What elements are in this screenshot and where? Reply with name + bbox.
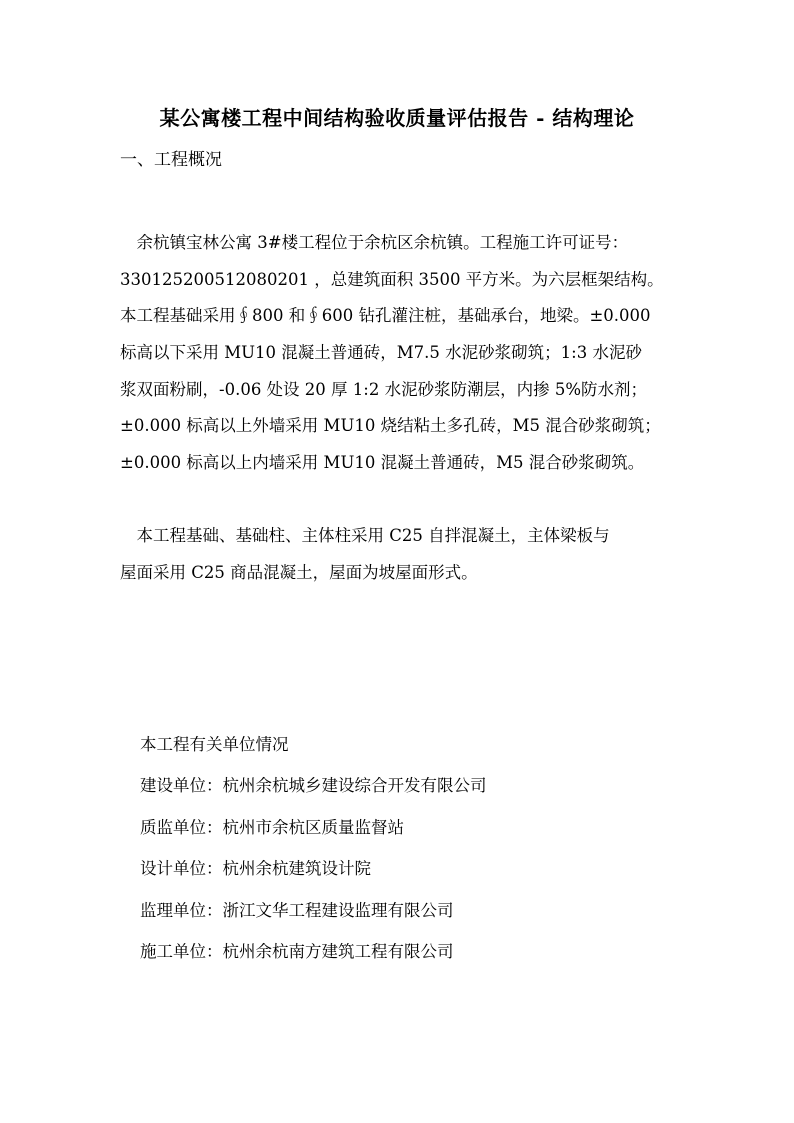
- units-heading: 本工程有关单位情况: [140, 735, 289, 754]
- paragraph-line: 330125200512080201 ，总建筑面积 3500 平方米。为六层框架结构。: [120, 269, 664, 289]
- paragraph-line: 本工程基础采用∮800 和∮600 钻孔灌注桩，基础承台，地梁。±0.000: [120, 306, 651, 326]
- unit-item-design: 设计单位：杭州余杭建筑设计院: [140, 859, 371, 879]
- paragraph-line: 本工程基础、基础柱、主体柱采用 C25 自拌混凝土，主体梁板与: [120, 526, 610, 545]
- unit-item-contractor: 施工单位：杭州余杭南方建筑工程有限公司: [140, 941, 454, 961]
- paragraph-line: ±0.000 标高以上内墙采用 MU10 混凝土普通砖，M5 混合砂浆砌筑。: [120, 453, 645, 473]
- concrete-paragraph: [120, 518, 680, 591]
- document-title: 某公寓楼工程中间结构验收质量评估报告 - 结构理论: [159, 106, 635, 130]
- overview-paragraph: [120, 225, 680, 482]
- paragraph-line: 屋面采用 C25 商品混凝土，屋面为坡屋面形式。: [120, 562, 478, 582]
- unit-item-supervision: 监理单位：浙江文华工程建设监理有限公司: [140, 900, 454, 920]
- paragraph-line: 余杭镇宝林公寓 3#楼工程位于余杭区余杭镇。工程施工许可证号：: [120, 233, 629, 252]
- paragraph-line: 浆双面粉刷，-0.06 处设 20 厚 1:2 水泥砂浆防潮层，内掺 5%防水剂；: [120, 379, 648, 399]
- section-heading-overview: 一、工程概况: [120, 150, 222, 170]
- paragraph-line: ±0.000 标高以上外墙采用 MU10 烧结粘土多孔砖，M5 混合砂浆砌筑；: [120, 416, 661, 436]
- unit-item-construction: 建设单位：杭州余杭城乡建设综合开发有限公司: [140, 776, 487, 796]
- units-list: [140, 724, 487, 972]
- unit-item-quality-supervision: 质监单位：杭州市余杭区质量监督站: [140, 817, 404, 837]
- paragraph-line: 标高以下采用 MU10 混凝土普通砖，M7.5 水泥砂浆砌筑；1:3 水泥砂: [120, 343, 642, 363]
